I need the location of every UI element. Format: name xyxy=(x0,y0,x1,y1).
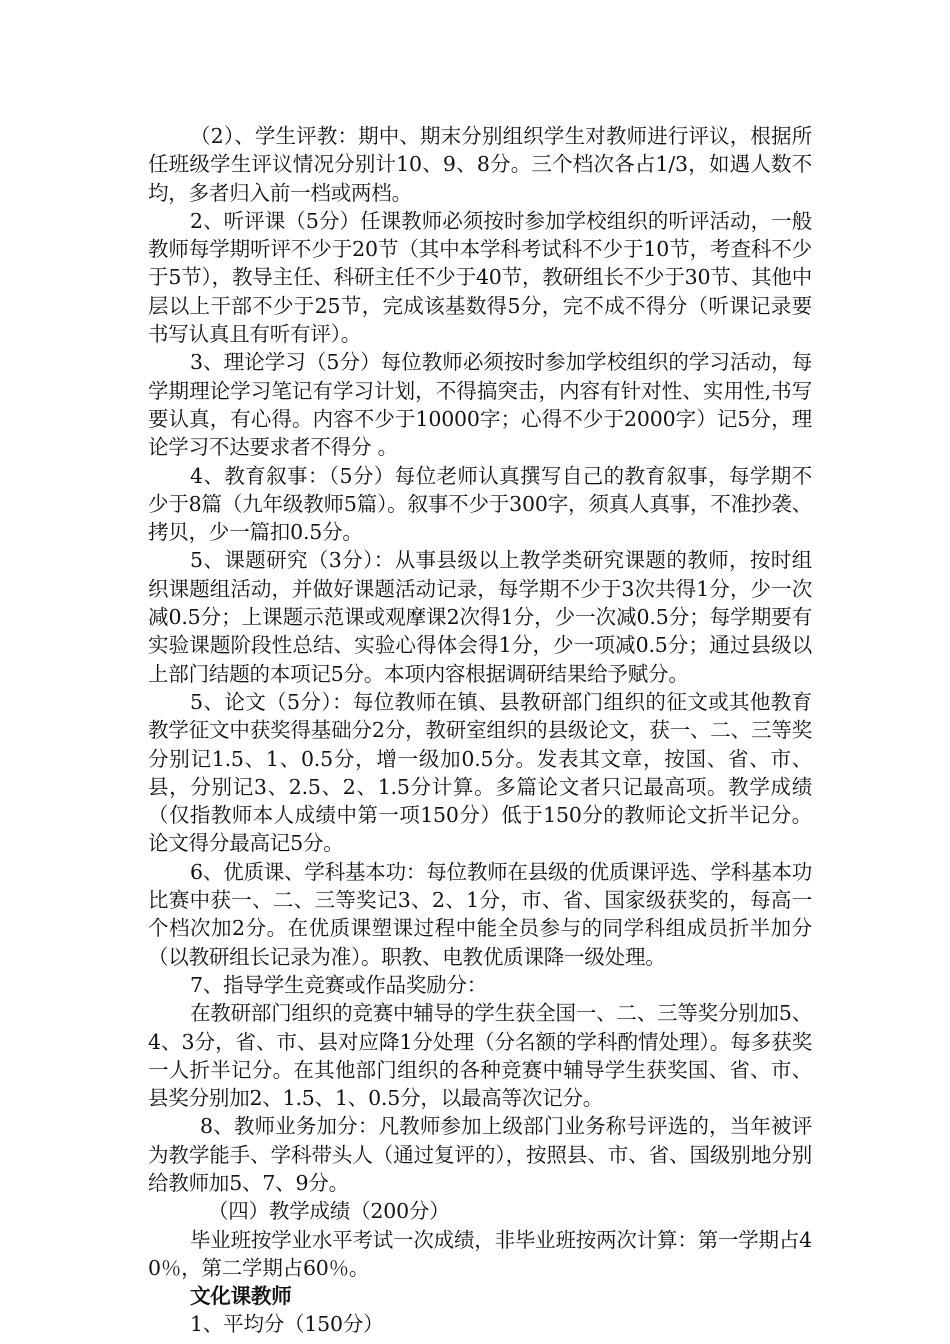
document-page xyxy=(148,122,812,1339)
paragraph-business-bonus: 8、教师业务加分：凡教师参加上级部门业务称号评选的，当年被评为教学能手、学科带头人（通过复评的），按照县、市、省、国级别地分别给教师加5、7、9分。 xyxy=(148,1114,812,1195)
paragraph-average-score: 1、平均分（150分） xyxy=(190,1312,384,1337)
subheading-culture-teachers: 文化课教师 xyxy=(190,1284,292,1309)
paragraph-lesson-observation: 2、听评课（5分）任课教师必须按时参加学校组织的听评活动，一般教师每学期听评不少于20节（其中本学科考试科不少于10节，考查科不少于5节），教导主任、科研主任不少于40节，教研组长不少于30节、其他中层以上干部不少于25节，完成该基数得5分，完不成不得分（听课记录要书写认真且有听有评）。 xyxy=(148,208,812,347)
paragraph-education-narrative: 4、教育叙事：（5分）每位老师认真撰写自己的教育叙事，每学期不少于8篇（九年级教师5篇）。叙事不少于300字，须真人真事，不准抄袭、拷贝，少一篇扣0.5分。 xyxy=(148,463,812,545)
paragraph-quality-lessons: 6、优质课、学科基本功：每位教师在县级的优质课评选、学科基本功比赛中获一、二、三等奖记3、2、1分，市、省、国家级获奖的，每高一个档次加2分。在优质课塑课过程中能全员参与的同学科组成员折半加分（以教研组长记录为准）。职教、电教优质课降一级处理。 xyxy=(148,859,812,969)
paragraph-student-evaluation: （2）、学生评教：期中、期末分别组织学生对教师进行评议，根据所任班级学生评议情况分别计10、9、8分。三个档次各占1/3，如遇人数不均，多者归入前一档或两档。 xyxy=(148,124,812,205)
paragraph-competition-heading: 7、指导学生竞赛或作品奖励分： xyxy=(190,972,488,997)
paragraph-competition-detail: 在教研部门组织的竞赛中辅导的学生获全国一、二、三等奖分别加5、4、3分，省、市、县对应降1分处理（分名额的学科酌情处理）。每多获奖一人折半记分。在其他部门组织的各种竞赛中辅导学生获奖国、省、市、县奖分别加2、1.5、1、0.5分，以最高等次记分。 xyxy=(148,1001,812,1111)
paragraph-papers: 5、论文（5分）：每位教师在镇、县教研部门组织的征文或其他教育教学征文中获奖得基础分2分，教研室组织的县级论文，获一、二、三等奖分别记1.5、1、0.5分，增一级加0.5分。发表其文章，按国、省、市、县，分别记3、2.5、2、1.5分计算。多篇论文者只记最高项。教学成绩（仅指教师本人成绩中第一项150分）低于150分的教师论文折半记分。论文得分最高记5分。 xyxy=(148,689,812,856)
paragraph-research-project: 5、课题研究（3分）：从事县级以上教学类研究课题的教师，按时组织课题组活动，并做好课题活动记录，每学期不少于3次共得1分，少一次减0.5分；上课题示范课或观摩课2次得1分，少一次减0.5分；每学期要有实验课题阶段性总结、实验心得体会得1分，少一项减0.5分；通过县级以上部门结题的本项记5分。本项内容根据调研结果给予赋分。 xyxy=(148,548,812,686)
paragraph-theory-study: 3、理论学习（5分）每位教师必须按时参加学校组织的学习活动，每学期理论学习笔记有学习计划，不得搞突击，内容有针对性、实用性,书写要认真，有心得。内容不少于10000字；心得不少于2000字）记5分，理论学习不达要求者不得分 。 xyxy=(148,350,812,460)
section-heading-teaching-results: （四）教学成绩（200分） xyxy=(208,1199,450,1224)
paragraph-grading-method: 毕业班按学业水平考试一次成绩，非毕业班按两次计算：第一学期占40％，第二学期占60％。 xyxy=(148,1227,812,1280)
